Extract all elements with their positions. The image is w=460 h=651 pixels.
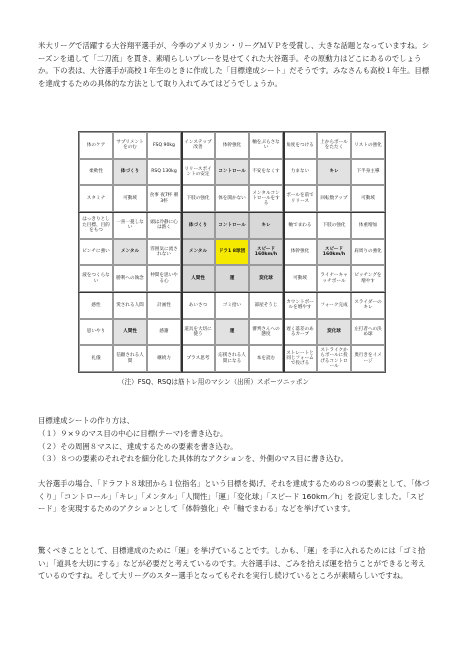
sheet-action-cell: ストライクからボールに投げるコントロール xyxy=(317,345,351,372)
sheet-block-theme: 体づくり xyxy=(113,159,147,186)
howto-step: （１）９×９のマス目の中心に目標(テーマ)を書き込む。 xyxy=(38,429,228,438)
sheet-action-cell: ストレートと同じフォームで投げる xyxy=(283,345,317,372)
sheet-core-element: キレ xyxy=(249,212,283,239)
sheet-core-element: 運 xyxy=(215,265,249,292)
sheet-block-theme: スピード 160km/h xyxy=(317,239,351,266)
sheet-action-cell: 礼儀 xyxy=(79,345,113,372)
sheet-action-cell: ピッチングを増やす xyxy=(351,265,385,292)
howto-heading: 目標達成シートの作り方は、 xyxy=(38,416,135,425)
sheet-action-cell: スライダーのキレ xyxy=(351,292,385,319)
sheet-block-theme: 人間性 xyxy=(113,319,147,346)
sheet-action-cell: ピンチに強い xyxy=(79,239,113,266)
sheet-action-cell: 柔軟性 xyxy=(79,159,113,186)
sheet-action-cell: 体重増加 xyxy=(351,212,385,239)
sheet-action-cell: リリースポイントの安定 xyxy=(181,159,215,186)
sheet-action-cell: 計画性 xyxy=(147,292,181,319)
block-divider xyxy=(181,132,183,372)
sheet-main-goal: ドラ1 8球団 xyxy=(215,239,249,266)
sheet-action-cell: ライナーキャッチボール xyxy=(317,265,351,292)
sheet-action-cell: 可動域 xyxy=(351,185,385,212)
case-paragraph: 大谷選手の場合、「ドラフト８球団から１位指名」という目標を掲げ、それを達成するための８つの要素として、「体づくり」「コントロール」「キレ」「メンタル」「人間性」「運」「変化球」「スピード 160km／h」を設定しました。「スピード」を実現するためのアクションとして「体幹強化」や「軸でまわる」などを挙げています。 xyxy=(38,479,430,514)
sheet-action-cell: ボールを前でリリース xyxy=(283,185,317,212)
sheet-action-cell: RSQ 130kg xyxy=(147,159,181,186)
sheet-action-cell: インステップ改善 xyxy=(181,132,215,159)
sheet-action-cell: プラス思考 xyxy=(181,345,215,372)
sheet-action-cell: あいさつ xyxy=(181,292,215,319)
sheet-action-cell: 力まない xyxy=(283,159,317,186)
sheet-action-cell: 下半身主導 xyxy=(351,159,385,186)
sheet-action-cell: 審判さんへの態度 xyxy=(249,319,283,346)
sheet-block-theme: メンタル xyxy=(113,239,147,266)
howto-list xyxy=(38,428,348,466)
sheet-action-cell: 継続力 xyxy=(147,345,181,372)
sheet-core-element: スピード 160km/h xyxy=(249,239,283,266)
sheet-core-element: コントロール xyxy=(215,212,249,239)
sheet-action-cell: 体を開かない xyxy=(215,185,249,212)
sheet-action-cell: 体のケア xyxy=(79,132,113,159)
closing-paragraph: 驚くべきこととして、目標達成のために「運」を挙げていることです。しかも、「運」を手に入れるためには「ゴミ拾い」「道具を大切にする」などが必要だと考えているのです。大谷選手は、ごみを拾えば運を拾うことができると考えているのですね。そして大リーグのスター選手となってもそれを実行し続けているところが素晴らしいですね。 xyxy=(38,546,426,581)
sheet-action-cell: 角度をつける xyxy=(283,132,317,159)
howto-step: （３）８つの要素のそれぞれを細分化した具体的なアクションを、外側のマス目に書き込む。 xyxy=(38,454,349,464)
sheet-action-cell: 可動域 xyxy=(113,185,147,212)
sheet-action-cell: 思いやり xyxy=(79,319,113,346)
sheet-action-cell: 道具を大切に使う xyxy=(181,319,215,346)
sheet-block-theme: 運 xyxy=(215,319,249,346)
sheet-action-cell: 愛される人間 xyxy=(113,292,147,319)
sheet-action-cell: 頭は冷静に心は熱く xyxy=(147,212,181,239)
sheet-action-cell: FSQ 90kg xyxy=(147,132,181,159)
sheet-core-element: 変化球 xyxy=(249,265,283,292)
sheet-action-cell: 感謝 xyxy=(147,319,181,346)
sheet-caption: （注）FSQ、RSQは筋トレ用のマシン（出所）スポーツニッポン xyxy=(118,378,310,386)
sheet-action-cell: メンタルコントロールをする xyxy=(249,185,283,212)
howto-step: （２）その周囲８マスに、達成するための要素を書き込む。 xyxy=(38,441,238,451)
sheet-action-cell: はっきりとした目標、目的をもつ xyxy=(79,212,113,239)
sheet-block-theme: キレ xyxy=(317,159,351,186)
sheet-core-element: 体づくり xyxy=(181,212,215,239)
sheet-action-cell: 不安をなくす xyxy=(249,159,283,186)
sheet-action-cell: フォーク完成 xyxy=(317,292,351,319)
sheet-action-cell: 感性 xyxy=(79,292,113,319)
sheet-action-cell: スタミナ xyxy=(79,185,113,212)
sheet-action-cell: 体幹強化 xyxy=(215,132,249,159)
sheet-action-cell: 可動域 xyxy=(283,265,317,292)
sheet-core-element: メンタル xyxy=(181,239,215,266)
block-divider xyxy=(79,212,385,214)
sheet-action-cell: サプリメントをのむ xyxy=(113,132,147,159)
sheet-action-cell: 軸でまわる xyxy=(283,212,317,239)
sheet-action-cell: 一喜一憂しない xyxy=(113,212,147,239)
sheet-action-cell: 下肢の強化 xyxy=(181,185,215,212)
sheet-action-cell: リストの強化 xyxy=(351,132,385,159)
sheet-action-cell: 勝利への執念 xyxy=(113,265,147,292)
sheet-action-cell: カウントボールを増やす xyxy=(283,292,317,319)
sheet-action-cell: 波をつくらない xyxy=(79,265,113,292)
sheet-action-cell: 左打者への決め球 xyxy=(351,319,385,346)
sheet-block-theme: 変化球 xyxy=(317,319,351,346)
sheet-action-cell: 食事 夜7杯 朝3杯 xyxy=(147,185,181,212)
sheet-action-cell: 回転数アップ xyxy=(317,185,351,212)
sheet-action-cell: 軸をぶらさない xyxy=(249,132,283,159)
sheet-action-cell: 雰囲気に流されない xyxy=(147,239,181,266)
sheet-action-cell: 部屋そうじ xyxy=(249,292,283,319)
sheet-grid xyxy=(79,132,385,372)
goal-achievement-sheet xyxy=(78,131,386,373)
sheet-action-cell: 本を読む xyxy=(249,345,283,372)
sheet-action-cell: ゴミ拾い xyxy=(215,292,249,319)
sheet-core-element: 人間性 xyxy=(181,265,215,292)
sheet-action-cell: 応援される人間になる xyxy=(215,345,249,372)
sheet-action-cell: 信頼される人間 xyxy=(113,345,147,372)
sheet-action-cell: 下肢の強化 xyxy=(317,212,351,239)
sheet-action-cell: 上からボールをたたく xyxy=(317,132,351,159)
sheet-action-cell: 肩周りの強化 xyxy=(351,239,385,266)
sheet-action-cell: 体幹強化 xyxy=(283,239,317,266)
block-divider xyxy=(283,132,285,372)
sheet-block-theme: コントロール xyxy=(215,159,249,186)
sheet-action-cell: 奥行きをイメージ xyxy=(351,345,385,372)
block-divider xyxy=(79,292,385,294)
sheet-action-cell: 仲間を思いやる心 xyxy=(147,265,181,292)
intro-paragraph: 米大リーグで活躍する大谷翔平選手が、今季のアメリカン・リーグＭＶＰを受賞し、大きな話題となっていますね。シーズンを通して「二刀流」を貫き、素晴らしいプレーを見せてくれた大谷選手。その原動力はどこにあるのでしょうか。下の表は、大谷選手が高校１年生のときに作成した「目標達成シート」だそうです。みなさんも高校１年生。目標を達成するための具体的な方法として取り入れてみてはどうでしょうか。 xyxy=(38,41,430,88)
sheet-action-cell: 遅く落差のあるカーブ xyxy=(283,319,317,346)
